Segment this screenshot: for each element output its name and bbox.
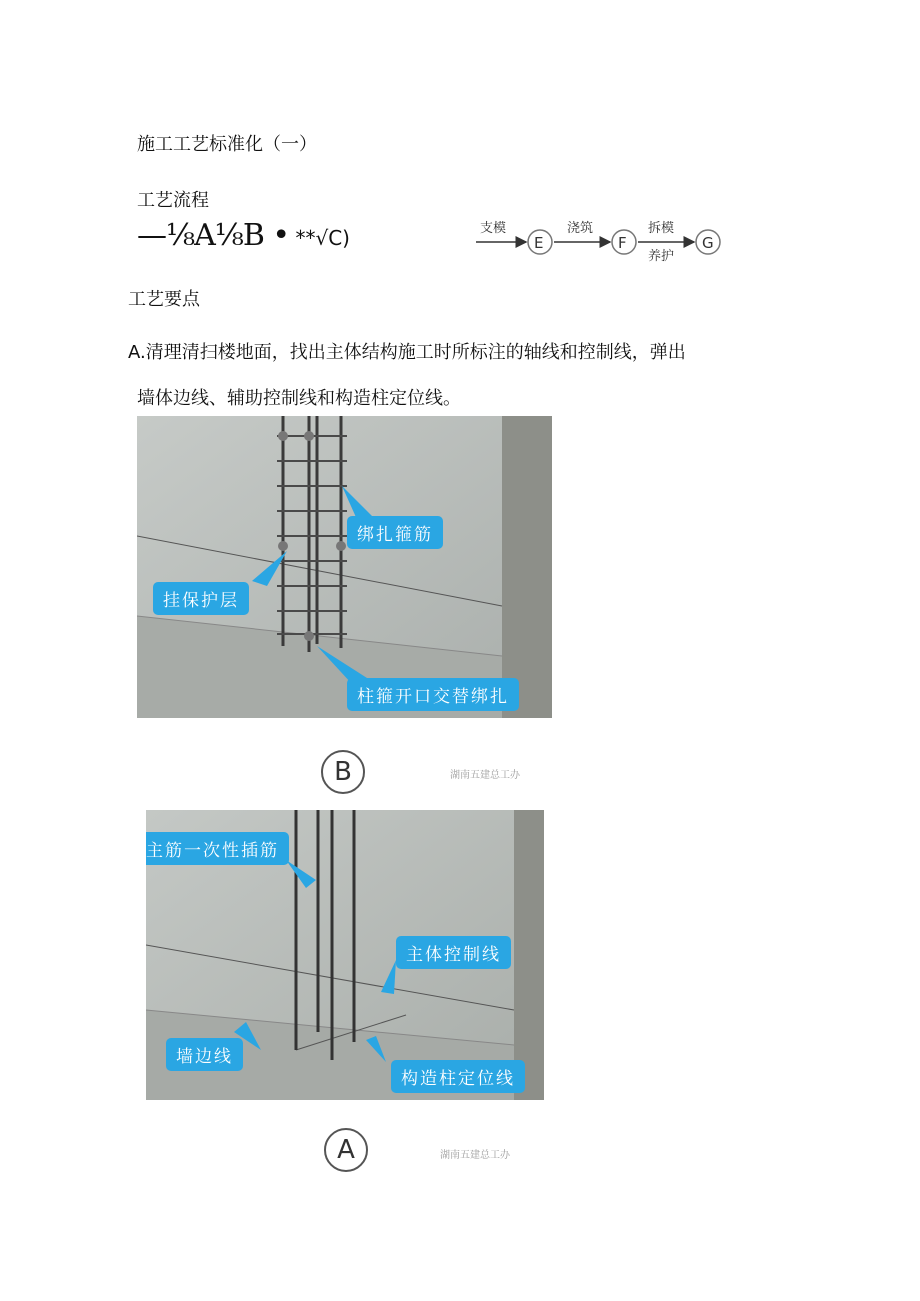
callout-bind-stirrups: 绑扎箍筋: [347, 516, 443, 549]
flow-node-g-label: G: [702, 234, 714, 252]
callout-hang-cover: 挂保护层: [153, 582, 249, 615]
callout-column-position-line: 构造柱定位线: [391, 1060, 525, 1093]
callout-alternate-binding: 柱箍开口交替绑扎: [347, 678, 519, 711]
figure-b-letter: B: [321, 750, 365, 794]
page-title: 施工工艺标准化（一）: [137, 134, 317, 155]
figure-b-watermark: 湖南五建总工办: [450, 770, 520, 781]
step-a-line-2: 墙体边线、辅助控制线和构造柱定位线。: [137, 388, 461, 409]
step-a-line-1: A.清理清扫楼地面，找出主体结构施工时所标注的轴线和控制线，弹出: [128, 342, 686, 363]
process-formula: [137, 218, 350, 253]
flow-node-f-label: F: [618, 234, 627, 252]
figure-a-letter: A: [324, 1128, 368, 1172]
process-flow-diagram: [472, 212, 732, 268]
figure-a-watermark: 湖南五建总工办: [440, 1150, 510, 1161]
flow-label-formwork: 支模: [480, 221, 507, 236]
flow-label-curing: 养护: [648, 249, 675, 264]
figure-a-photo: [146, 810, 544, 1100]
points-heading: 工艺要点: [128, 289, 200, 310]
callout-main-control-line: 主体控制线: [396, 936, 511, 969]
process-heading: 工艺流程: [137, 190, 209, 211]
flow-node-e-label: E: [534, 234, 544, 252]
formula-tail: **√C): [289, 226, 350, 250]
formula-main: —⅛A⅛B •: [137, 218, 290, 253]
callout-main-rebar: 主筋一次性插筋: [146, 832, 289, 865]
flow-label-demold: 拆模: [648, 221, 675, 236]
callout-wall-edge-line: 墙边线: [166, 1038, 243, 1071]
flow-label-pouring: 浇筑: [567, 221, 594, 236]
figure-b-photo: [137, 416, 552, 718]
